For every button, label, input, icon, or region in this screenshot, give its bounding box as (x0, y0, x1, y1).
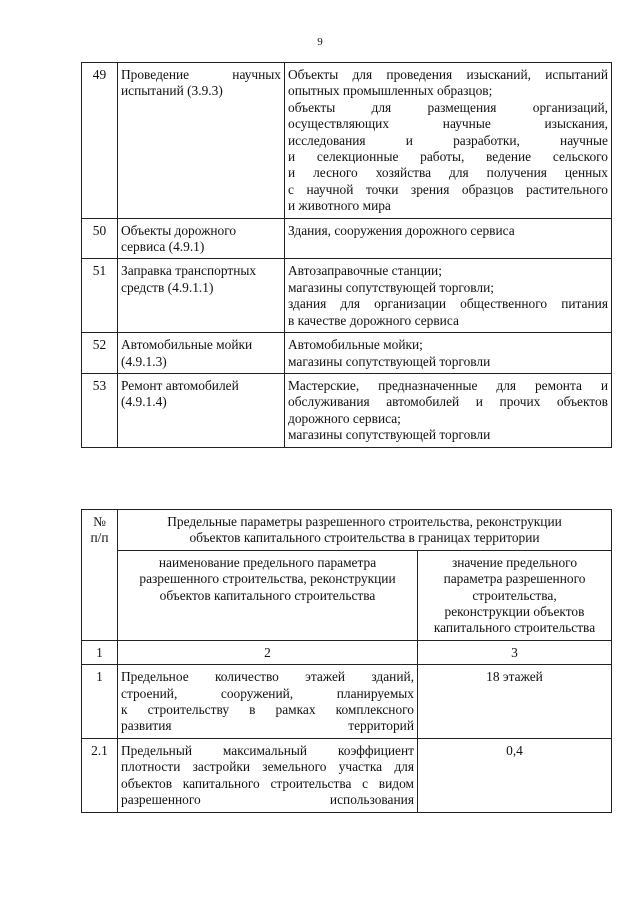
land-use-description-line: с научной точки зрения образцов растительного (288, 181, 608, 197)
land-use-description-line: в качестве дорожного сервиса (288, 312, 459, 328)
land-use-description-line: объекты для размещения организаций, (288, 99, 608, 115)
subheader-name-line: наименование предельного параметра (158, 554, 377, 570)
land-use-name-line: (4.9.1.3) (121, 353, 167, 369)
land-use-description-line: дорожного сервиса; (288, 410, 401, 426)
parameter-name-line: плотности застройки земельного участка для (121, 759, 414, 775)
land-use-name-cell (118, 218, 285, 259)
table-row (82, 259, 612, 333)
header-main-cell (118, 510, 612, 551)
land-use-description-cell (285, 333, 612, 374)
land-use-description-line: и лесного хозяйства для получения ценных (288, 165, 608, 181)
parameter-name-line: Предельный максимальный коэффициент (121, 742, 414, 758)
header-num-cell (82, 510, 118, 641)
column-index-cell: 1 (82, 640, 118, 664)
row-number-cell: 50 (82, 218, 118, 259)
parameter-name-line: Предельное количество этажей зданий, (121, 669, 414, 685)
column-index-row (82, 640, 612, 664)
parameter-name-line: развития территорий (121, 718, 414, 734)
land-use-description-line: Объекты для проведения изысканий, испытаний (288, 67, 608, 82)
table-row (82, 665, 612, 739)
row-number-cell: 49 (82, 63, 118, 219)
land-use-name-line: Автомобильные мойки (121, 337, 253, 353)
land-use-description-line: магазины сопутствующей торговли (288, 427, 491, 443)
header-num-line: п/п (90, 530, 109, 546)
column-index-cell: 3 (418, 640, 612, 664)
land-use-name-cell (118, 333, 285, 374)
parameter-value-cell: 18 этажей (418, 665, 612, 739)
land-use-name-line: Ремонт автомобилей (121, 377, 239, 393)
subheader-name-cell (118, 550, 418, 640)
table-row (82, 218, 612, 259)
column-index-cell: 2 (118, 640, 418, 664)
subheader-name-line: разрешенного строительства, реконструкции (139, 571, 396, 587)
land-use-description-line: магазины сопутствующей торговли; (288, 279, 495, 295)
parameter-name-line: разрешенного использования (121, 792, 414, 808)
land-use-description-line: и животного мира (288, 198, 391, 214)
parameter-name-cell (118, 738, 418, 812)
land-use-name-line: Заправка транспортных (121, 263, 257, 279)
subheader-value-line: капитального строительства (433, 620, 596, 636)
land-use-description-line: опытных промышленных образцов; (288, 83, 493, 99)
table-row (82, 333, 612, 374)
land-use-table (81, 62, 612, 448)
parameter-name-line: строений, сооружений, планируемых (121, 685, 414, 701)
subheader-name-line: объектов капитального строительства (159, 587, 376, 603)
land-use-name-cell (118, 259, 285, 333)
land-use-name-line: Объекты дорожного (121, 222, 237, 238)
header-num-line: № (93, 514, 106, 529)
subheader-row (82, 550, 612, 640)
land-use-name-line: Проведение научных (121, 67, 281, 82)
parameter-name-line: объектов капитального строительства с видом (121, 775, 414, 791)
subheader-value-line: параметра разрешенного (443, 571, 586, 587)
land-use-description-line: магазины сопутствующей торговли (288, 353, 491, 369)
land-use-name-line: испытаний (3.9.3) (121, 83, 223, 99)
subheader-value-line: реконструкции объектов (444, 604, 585, 620)
parameter-value-cell: 0,4 (418, 738, 612, 812)
header-main-line: Предельные параметры разрешенного строительства, реконструкции (167, 514, 562, 529)
subheader-value-cell (418, 550, 612, 640)
land-use-description-line: исследования и разработки, научные (288, 132, 608, 148)
land-use-description-cell (285, 373, 612, 447)
land-use-description-cell (285, 63, 612, 219)
land-use-description-line: Автомобильные мойки; (288, 337, 423, 353)
land-use-name-line: средств (4.9.1.1) (121, 279, 214, 295)
row-number-cell: 1 (82, 665, 118, 739)
parameter-name-cell (118, 665, 418, 739)
construction-parameters-table (81, 509, 612, 813)
land-use-name-cell (118, 373, 285, 447)
land-use-name-cell (118, 63, 285, 219)
land-use-description-line: обслуживания автомобилей и прочих объектов (288, 394, 608, 410)
row-number-cell: 53 (82, 373, 118, 447)
row-number-cell: 52 (82, 333, 118, 374)
land-use-description-cell (285, 218, 612, 259)
land-use-description-line: осуществляющих научные изыскания, (288, 116, 608, 132)
table-row (82, 738, 612, 812)
land-use-description-line: Здания, сооружения дорожного сервиса (288, 222, 515, 238)
header-row (82, 510, 612, 551)
land-use-name-line: сервиса (4.9.1) (121, 239, 205, 255)
parameter-name-line: к строительству в рамках комплексного (121, 702, 414, 718)
land-use-description-cell (285, 259, 612, 333)
table-row (82, 373, 612, 447)
subheader-value-line: значение предельного (451, 554, 578, 570)
land-use-description-line: Мастерские, предназначенные для ремонта и (288, 377, 608, 393)
land-use-description-line: здания для организации общественного питания (288, 296, 608, 312)
subheader-value-line: строительства, (472, 587, 557, 603)
row-number-cell: 2.1 (82, 738, 118, 812)
table-row (82, 63, 612, 219)
land-use-description-line: и селекционные работы, ведение сельского (288, 149, 608, 165)
page-number: 9 (317, 36, 323, 48)
header-main-line: объектов капитального строительства в границах территории (189, 530, 540, 546)
land-use-name-line: (4.9.1.4) (121, 394, 167, 410)
land-use-description-line: Автозаправочные станции; (288, 263, 442, 279)
row-number-cell: 51 (82, 259, 118, 333)
